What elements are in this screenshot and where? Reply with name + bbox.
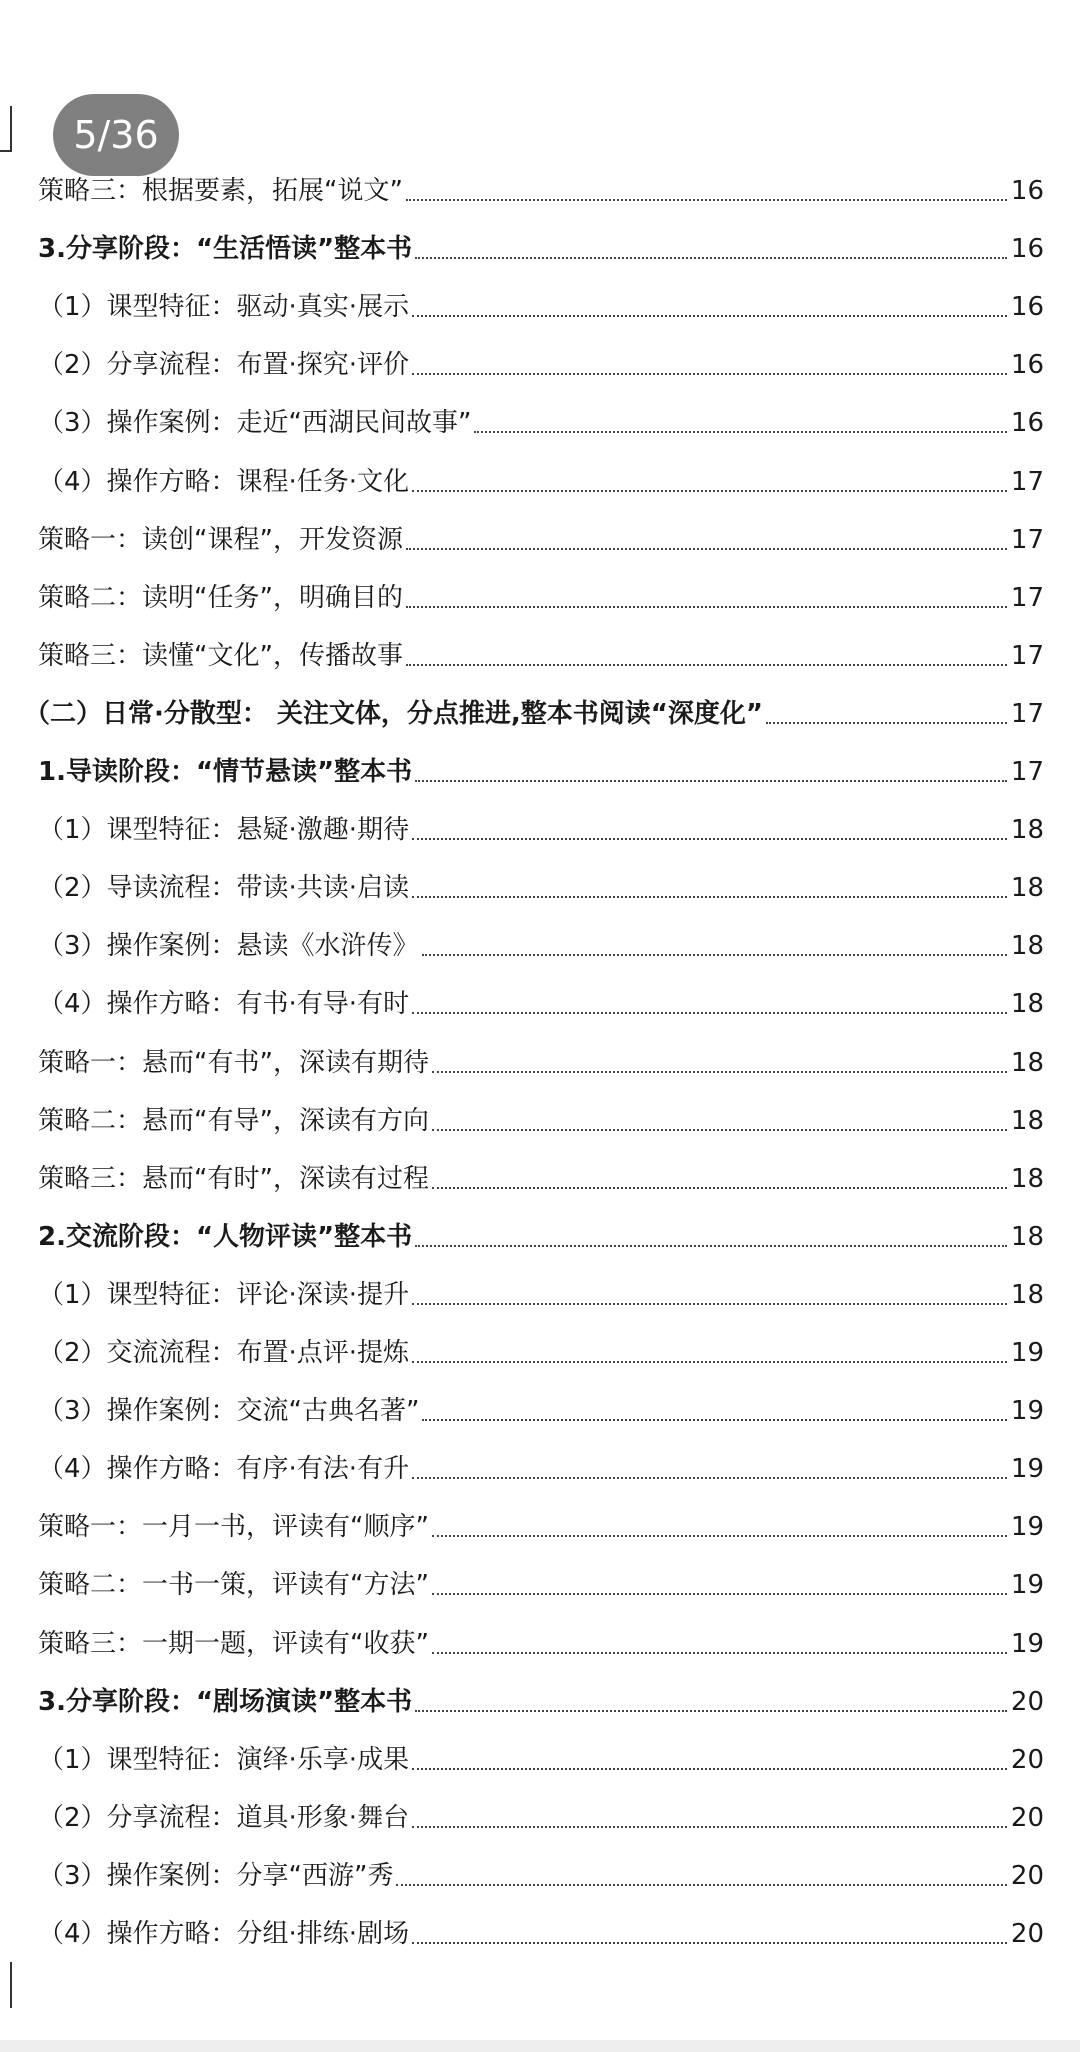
toc-entry[interactable] (0, 789, 1080, 847)
toc-dot-leader (766, 721, 1007, 724)
toc-dot-leader (412, 489, 1007, 492)
toc-dot-leader (412, 1476, 1007, 1479)
toc-page-number: 18 (1010, 1221, 1044, 1252)
crop-mark-top (0, 106, 12, 152)
toc-dot-leader (406, 663, 1007, 666)
toc-dot-leader (432, 1070, 1007, 1073)
toc-page-number: 20 (1010, 1860, 1044, 1891)
toc-entry[interactable] (0, 1486, 1080, 1544)
toc-page-number: 20 (1010, 1919, 1044, 1949)
toc-dot-leader (432, 1592, 1007, 1595)
toc-entry[interactable] (0, 1719, 1080, 1777)
toc-page-number: 19 (1010, 1570, 1044, 1601)
toc-entry[interactable] (0, 905, 1080, 963)
toc-dot-leader (432, 1534, 1007, 1537)
toc-entry[interactable] (0, 963, 1080, 1021)
toc-dot-leader (396, 1883, 1007, 1886)
toc-entry-label: （2）分享流程：布置·探究·评价 (38, 350, 410, 381)
toc-entry-label: （1）课型特征：评论·深读·提升 (38, 1279, 410, 1310)
toc-page-number: 18 (1010, 1105, 1044, 1136)
toc-entry[interactable] (0, 1603, 1080, 1661)
toc-entry[interactable] (0, 1080, 1080, 1138)
toc-dot-leader (415, 1709, 1007, 1712)
toc-page-number: 17 (1010, 640, 1044, 671)
toc-entry[interactable] (0, 1893, 1080, 1951)
toc-entry-label: （3）操作案例：分享“西游”秀 (38, 1860, 394, 1891)
toc-entry[interactable] (0, 673, 1080, 731)
toc-page-number: 18 (1010, 1047, 1044, 1078)
toc-entry-label: （2）交流流程：布置·点评·提炼 (38, 1338, 410, 1368)
toc-dot-leader (412, 1941, 1007, 1944)
toc-entry-label: 3.分享阶段：“剧场演读”整本书 (38, 1686, 413, 1717)
toc-entry[interactable] (0, 1312, 1080, 1370)
toc-entry[interactable] (0, 557, 1080, 615)
bottom-strip (0, 2040, 1080, 2052)
toc-page-number: 17 (1010, 698, 1044, 729)
toc-page-number: 18 (1010, 1279, 1044, 1310)
toc-entry-label: （4）操作方略：分组·排练·剧场 (38, 1919, 410, 1949)
toc-entry-label: （2）导读流程：带读·共读·启读 (38, 873, 410, 904)
toc-entry-label: （3）操作案例：悬读《水浒传》 (38, 931, 419, 962)
toc-entry[interactable] (0, 847, 1080, 905)
toc-entry-label: 1.导读阶段：“情节悬读”整本书 (38, 757, 413, 787)
toc-entry-label: 策略三：读懂“文化”，传播故事 (38, 640, 403, 671)
toc-page-number: 16 (1010, 176, 1044, 206)
toc-entry[interactable] (0, 499, 1080, 557)
toc-page-number: 20 (1010, 1802, 1044, 1833)
toc-dot-leader (422, 953, 1007, 956)
toc-page-number: 19 (1010, 1396, 1044, 1427)
toc-page-number: 18 (1010, 815, 1044, 846)
toc-dot-leader (406, 547, 1007, 550)
toc-entry[interactable] (0, 615, 1080, 673)
toc-entry-label: （1）课型特征：悬疑·激趣·期待 (38, 815, 410, 846)
toc-dot-leader (412, 895, 1007, 898)
toc-entry-label: 策略三：悬而“有时”，深读有过程 (38, 1163, 429, 1194)
toc-page-number: 17 (1010, 466, 1044, 497)
toc-entry[interactable] (0, 1661, 1080, 1719)
toc-dot-leader (406, 605, 1007, 608)
toc-entry[interactable] (0, 1196, 1080, 1254)
toc-dot-leader (432, 1186, 1007, 1189)
toc-page-number: 20 (1010, 1744, 1044, 1775)
toc-page-number: 18 (1010, 931, 1044, 962)
toc-dot-leader (412, 372, 1007, 375)
toc-page-number: 16 (1010, 292, 1044, 323)
toc-dot-leader (412, 1011, 1007, 1014)
toc-entry[interactable] (0, 266, 1080, 324)
toc-entry[interactable] (0, 441, 1080, 499)
toc-page-number: 16 (1010, 350, 1044, 381)
toc-entry-label: 策略三：一期一题，评读有“收获” (38, 1628, 429, 1659)
toc-entry-label: （2）分享流程：道具·形象·舞台 (38, 1802, 410, 1833)
toc-entry-label: 策略三：根据要素，拓展“说文” (38, 176, 403, 206)
toc-entry[interactable] (0, 1777, 1080, 1835)
toc-page-number: 18 (1010, 989, 1044, 1020)
toc-dot-leader (415, 779, 1007, 782)
toc-entry-label: （3）操作案例：交流“古典名著” (38, 1396, 420, 1427)
toc-entry[interactable] (0, 731, 1080, 789)
toc-entry-label: 策略二：悬而“有导”，深读有方向 (38, 1105, 429, 1136)
toc-page-number: 18 (1010, 1163, 1044, 1194)
toc-dot-leader (412, 1360, 1007, 1363)
toc-entry-label: 3.分享阶段：“生活悟读”整本书 (38, 234, 413, 265)
toc-entry-label: （4）操作方略：有书·有导·有时 (38, 989, 410, 1020)
toc-dot-leader (412, 837, 1007, 840)
toc-entry-label: （二）日常·分散型： 关注文体，分点推进,整本书阅读“深度化” (24, 698, 763, 729)
toc-entry-label: （1）课型特征：演绎·乐享·成果 (38, 1744, 410, 1775)
toc-entry-label: （1）课型特征：驱动·真实·展示 (38, 292, 410, 323)
toc-dot-leader (422, 1418, 1007, 1421)
crop-mark-bottom (0, 1962, 12, 2008)
toc-page-number: 19 (1010, 1512, 1044, 1543)
toc-dot-leader (412, 1302, 1007, 1305)
toc-page-number: 19 (1010, 1338, 1044, 1368)
toc-dot-leader (432, 1128, 1007, 1131)
toc-page-number: 20 (1010, 1686, 1044, 1717)
toc-entry[interactable] (0, 1138, 1080, 1196)
toc-entry-label: 策略二：读明“任务”，明确目的 (38, 582, 403, 613)
toc-entry-label: （4）操作方略：课程·任务·文化 (38, 466, 410, 497)
page-indicator: 5/36 (53, 94, 179, 176)
toc-dot-leader (412, 1767, 1007, 1770)
toc-page-number: 17 (1010, 582, 1044, 613)
toc-entry[interactable] (0, 382, 1080, 440)
toc-dot-leader (406, 198, 1007, 201)
toc-entry-label: 策略一：悬而“有书”，深读有期待 (38, 1047, 429, 1078)
toc-page-number: 19 (1010, 1454, 1044, 1485)
toc-entry[interactable] (0, 208, 1080, 266)
toc-entry[interactable] (0, 1544, 1080, 1602)
toc-page-number: 16 (1010, 408, 1044, 439)
toc-page-number: 19 (1010, 1628, 1044, 1659)
toc-page-number: 18 (1010, 873, 1044, 904)
toc-entry-label: 策略一：一月一书，评读有“顺序” (38, 1512, 429, 1543)
toc-entry-label: 策略二：一书一策，评读有“方法” (38, 1570, 429, 1601)
toc-entry-label: 策略一：读创“课程”，开发资源 (38, 524, 403, 555)
toc-page-number: 16 (1010, 234, 1044, 265)
toc-page-number: 17 (1010, 524, 1044, 555)
toc-dot-leader (474, 430, 1007, 433)
toc-entry[interactable] (0, 1428, 1080, 1486)
toc-entry[interactable] (0, 1022, 1080, 1080)
toc-dot-leader (415, 1244, 1007, 1247)
toc-dot-leader (412, 314, 1007, 317)
toc-dot-leader (412, 1825, 1007, 1828)
toc-entry[interactable] (0, 1370, 1080, 1428)
toc-entry-label: （3）操作案例：走近“西湖民间故事” (38, 408, 472, 439)
toc-dot-leader (432, 1651, 1007, 1654)
toc-entry-label: 2.交流阶段：“人物评读”整本书 (38, 1221, 413, 1252)
toc-dot-leader (415, 256, 1007, 259)
toc-entry[interactable] (0, 1254, 1080, 1312)
toc-page-number: 17 (1010, 757, 1044, 787)
toc-entry[interactable] (0, 324, 1080, 382)
toc-entry-label: （4）操作方略：有序·有法·有升 (38, 1454, 410, 1485)
toc-entry[interactable] (0, 1835, 1080, 1893)
